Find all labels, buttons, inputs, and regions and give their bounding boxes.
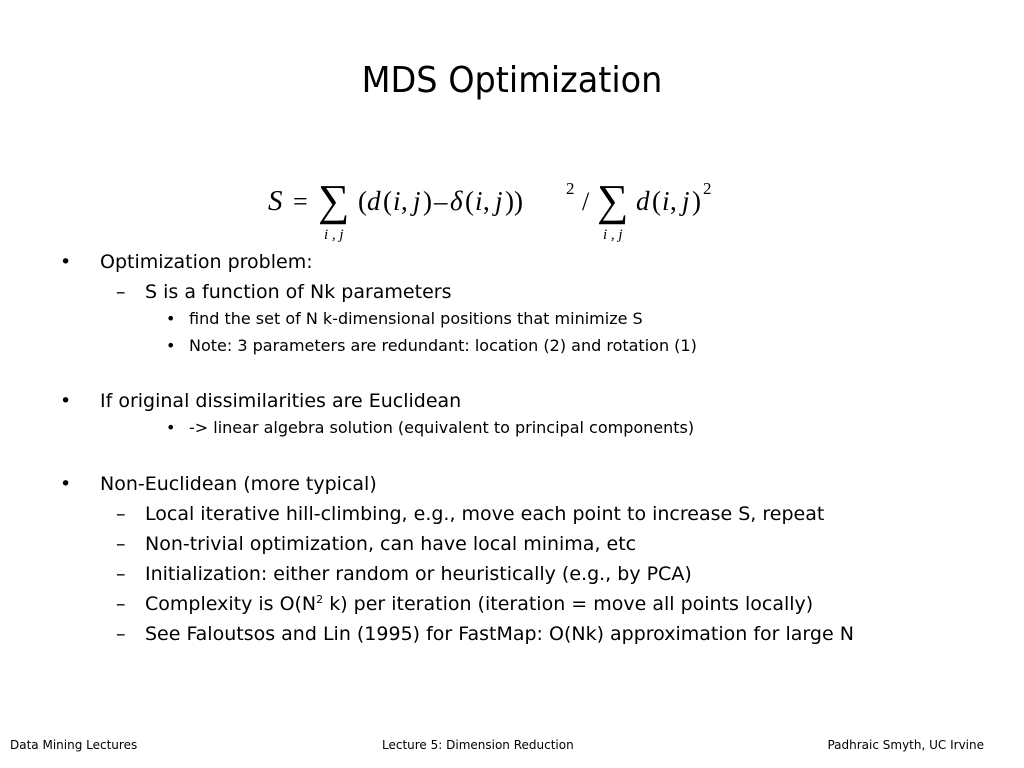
formula-args-close-3: ) [692,186,701,216]
formula-j-3: j [682,186,690,216]
formula-lhs: S [268,185,283,217]
formula-d-2: d [636,186,650,216]
sub-item-text: Initialization: either random or heuristically (e.g., by PCA) [145,563,692,585]
formula-args-open-3: ( [652,186,661,216]
bullet-marker: • [60,390,72,412]
stress-formula-svg [266,168,736,248]
sub-item-text: Non-trivial optimization, can have local minima, etc [145,533,637,555]
formula-sigma-2: ∑ [597,176,629,225]
footer-center: Lecture 5: Dimension Reduction [382,738,574,752]
sub-sub-item-text: -> linear algebra solution (equivalent to principal components) [189,418,695,437]
dash-marker: – [116,281,126,303]
bullet-marker: • [60,473,72,495]
formula-exponent-1: 2 [566,179,575,198]
formula-exponent-2: 2 [703,179,712,198]
sub-item-text: S is a function of Nk parameters [145,281,452,303]
formula-comma-2: , [483,186,490,216]
bullet-marker: • [166,336,176,355]
sub-sub-item-text: find the set of N k-dimensional positions that minimize S [189,309,643,328]
superscript: 2 [316,593,324,606]
formula-comma-3: , [670,186,677,216]
dash-marker: – [116,623,126,645]
formula-equals: = [293,187,308,216]
formula-i-2: i [475,186,483,216]
sub-item-non-trivial [116,532,637,556]
formula-open-paren: ( [358,186,367,216]
formula-args-close-1: ) [423,186,432,216]
formula-divide: / [582,187,590,216]
sub-item-text-post: k) per iteration (iteration = move all points locally) [323,593,814,615]
sub-item-fastmap [116,622,854,646]
sub-item-initialization [116,562,692,586]
sub-sub-item-text: Note: 3 parameters are redundant: location (2) and rotation (1) [189,336,697,355]
footer-right: Padhraic Smyth, UC Irvine [827,738,984,752]
formula-args-open-1: ( [383,186,392,216]
bullet-text: Optimization problem: [100,251,313,273]
sub-item-text-pre: Complexity is O(N [145,593,317,615]
dash-marker: – [116,533,126,555]
bullet-marker: • [166,309,176,328]
formula-sum-index-1: i , j [324,227,344,243]
sub-item-complexity [116,592,814,616]
bullet-text: If original dissimilarities are Euclidean [100,390,462,412]
formula-args-open-2: ( [465,186,474,216]
bullet-marker: • [60,251,72,273]
formula-j-1: j [413,186,421,216]
bullet-non-euclidean [60,472,377,496]
formula-delta: δ [450,186,463,216]
formula-i-3: i [662,186,670,216]
formula-sigma-1: ∑ [318,176,350,225]
sub-sub-item-linear-algebra [166,418,695,438]
sub-item-hill-climbing [116,502,825,526]
dash-marker: – [116,593,126,615]
dash-marker: – [116,503,126,525]
formula-sum-index-2: i , j [603,227,623,243]
sub-item-text: See Faloutsos and Lin (1995) for FastMap: O(Nk) approximation for large N [145,623,854,645]
sub-item-s-function [116,280,452,304]
formula-delta-args-close: )) [505,186,523,216]
sub-sub-item-redundant-parameters [166,336,697,356]
bullet-euclidean [60,389,462,413]
formula-d-1: d [367,186,381,216]
bullet-text: Non-Euclidean (more typical) [100,473,377,495]
bullet-optimization-problem [60,250,313,274]
stress-formula [266,168,736,248]
footer-left: Data Mining Lectures [10,738,138,752]
bullet-marker: • [166,418,176,437]
formula-comma-1: , [401,186,408,216]
formula-minus: – [434,186,448,216]
sub-item-text: Local iterative hill-climbing, e.g., move each point to increase S, repeat [145,503,825,525]
formula-j-2: j [495,186,503,216]
formula-i-1: i [393,186,401,216]
sub-sub-item-find-positions [166,309,643,329]
slide-title: MDS Optimization [361,60,663,101]
dash-marker: – [116,563,126,585]
